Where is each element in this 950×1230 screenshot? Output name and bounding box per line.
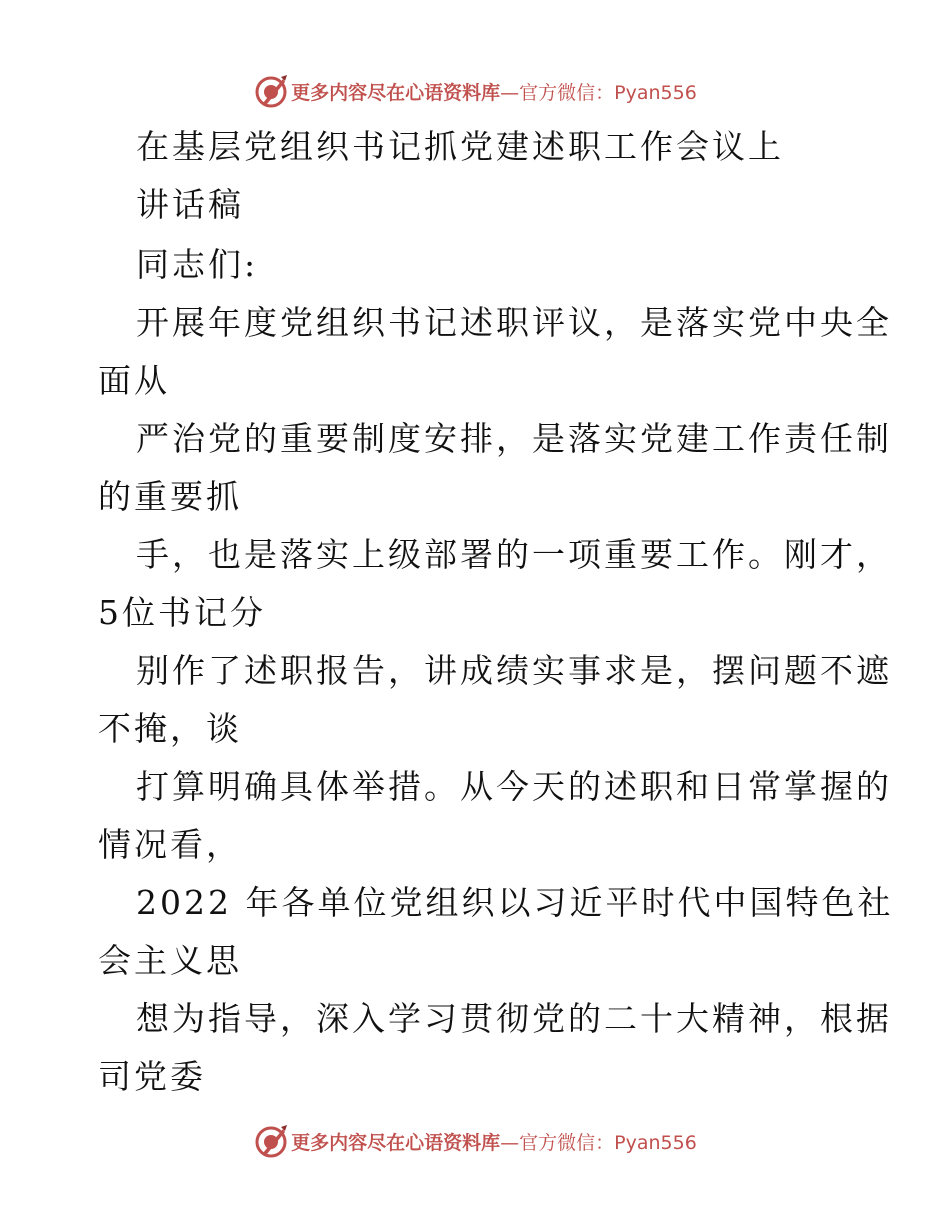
watermark-brand: 更多内容尽在心语资料库	[291, 1131, 501, 1154]
watermark-wechat: 官方微信：Pyan556	[519, 81, 697, 104]
body-line: 严治党的重要制度安排，是落实党建工作责任制	[136, 419, 892, 458]
header-watermark	[0, 71, 950, 111]
body-line: 的重要抓	[98, 477, 242, 516]
body-line: 别作了述职报告，讲成绩实事求是，摆问题不遮	[136, 651, 892, 690]
body-line: 会主义思	[98, 941, 242, 980]
watermark-brand: 更多内容尽在心语资料库	[291, 81, 501, 104]
footer-watermark	[0, 1121, 950, 1161]
title-line-1: 在基层党组织书记抓党建述职工作会议上	[136, 127, 784, 166]
body-line: 情况看，	[98, 825, 242, 864]
salutation: 同志们:	[136, 245, 259, 284]
body-line: 不掩，谈	[98, 709, 242, 748]
body-line: 5位书记分	[98, 593, 266, 632]
watermark-wechat: 官方微信：Pyan556	[519, 1131, 697, 1154]
body-line: 想为指导，深入学习贯彻党的二十大精神，根据	[136, 999, 892, 1038]
watermark-separator: —	[500, 1131, 520, 1154]
body-line: 开展年度党组织书记述职评议，是落实党中央全	[136, 303, 892, 342]
title-line-2: 讲话稿	[136, 185, 244, 224]
body-line: 打算明确具体举措。从今天的述职和日常掌握的	[136, 767, 892, 806]
body-line: 司党委	[98, 1057, 206, 1096]
body-line: 2022 年各单位党组织以习近平时代中国特色社	[136, 883, 894, 922]
watermark-separator: —	[500, 81, 520, 104]
body-line: 手，也是落实上级部署的一项重要工作。刚才，	[136, 535, 892, 574]
body-line: 面从	[98, 361, 170, 400]
quill-logo-icon	[253, 73, 289, 109]
quill-logo-icon	[253, 1123, 289, 1159]
